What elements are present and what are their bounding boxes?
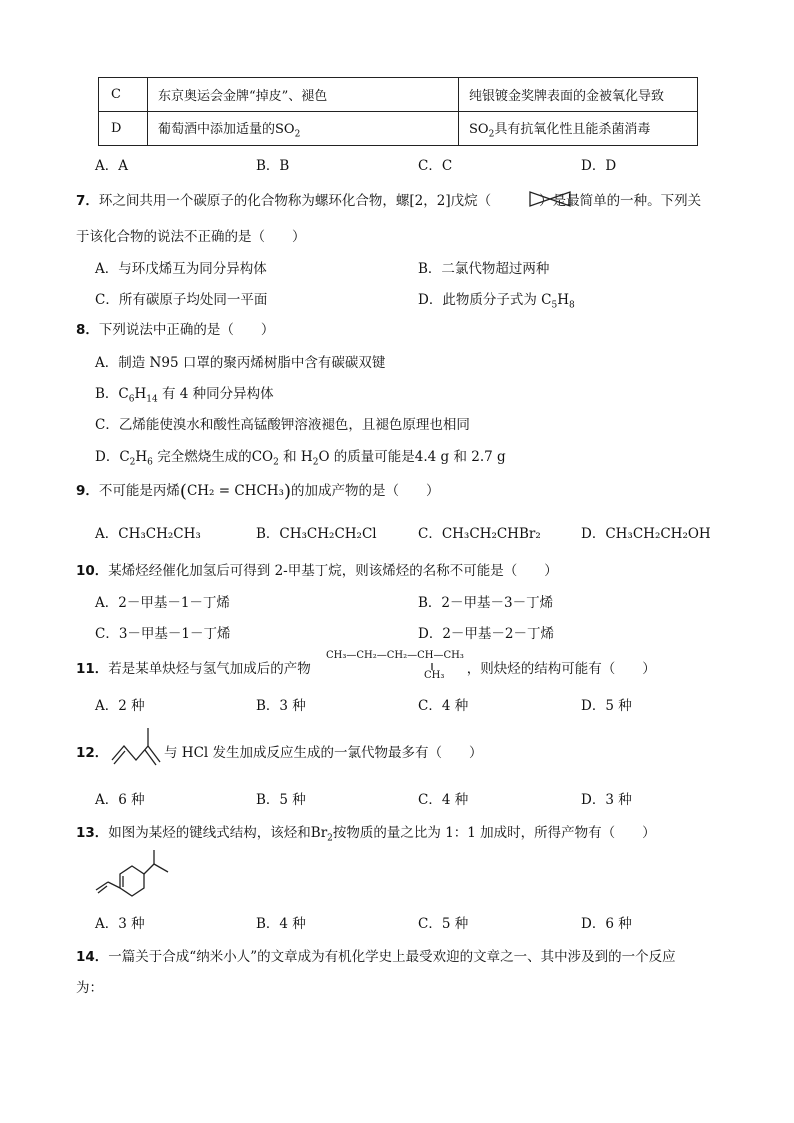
q9-stem: 9．不可能是丙烯(CH₂ = CHCH₃)的加成产物的是（ ）: [76, 481, 440, 502]
q8-option-c: C．乙烯能使溴水和酸性高锰酸钾溶液褪色，且褪色原理也相同: [95, 417, 470, 433]
row-key: D: [99, 112, 148, 146]
q11-branch: CH₃: [424, 670, 445, 681]
q13-option-c: C．5 种: [418, 916, 469, 932]
row-key: C: [99, 78, 148, 112]
q13-option-a: A．3 种: [95, 916, 145, 932]
row-explanation: $SO_2$具有抗氧化性且能杀菌消毒: [459, 112, 698, 146]
q9-option-b: B．CH₃CH₂CH₂Cl: [256, 526, 377, 542]
q13-option-d: D．6 种: [581, 916, 632, 932]
table-row: [99, 112, 698, 146]
row-phenomenon: 葡萄酒中添加适量的$SO_2$: [148, 112, 459, 146]
q12-option-c: C．4 种: [418, 792, 469, 808]
row-explanation: 纯银镀金奖牌表面的金被氧化导致: [459, 78, 698, 112]
q11-option-d: D．5 种: [581, 698, 632, 714]
q8-stem: 8．下列说法中正确的是（ ）: [76, 322, 275, 338]
q13-option-b: B．4 种: [256, 916, 306, 932]
q8-option-b: B．$C_6H_{14}$ 有 4 种同分异构体: [95, 386, 274, 405]
q12-num: 12．: [76, 745, 109, 761]
table-row: [99, 78, 698, 112]
q6-option-a: A．A: [95, 158, 128, 174]
q13-bond-line-structure: [92, 846, 188, 902]
q11-stem: 11．若是某单炔烃与氢气加成后的产物 ，则炔烃的结构可能有（ ）: [76, 661, 656, 677]
q7-option-a: A．与环戊烯互为同分异构体: [95, 261, 267, 277]
q7-stem-cont: 于该化合物的说法不正确的是（ ）: [76, 229, 306, 245]
q14-stem: 14．一篇关于合成“纳米小人”的文章成为有机化学史上最受欢迎的文章之一、其中涉及到的一个反应: [76, 949, 676, 965]
q12-option-d: D．3 种: [581, 792, 632, 808]
q11-option-a: A．2 种: [95, 698, 145, 714]
q6-option-b: B．B: [256, 158, 290, 174]
q13-stem: 13．如图为某烃的键线式结构，该烃和$Br_2$按物质的量之比为 1：1 加成时，所得产物有（ ）: [76, 825, 656, 844]
q10-option-d: D．2－甲基－2－丁烯: [418, 626, 555, 642]
q9-option-a: A．CH₃CH₂CH₃: [95, 526, 201, 542]
q12-stem: 与 HCl 发生加成反应生成的一氯代物最多有（ ）: [164, 745, 483, 761]
q7-option-c: C．所有碳原子均处同一平面: [95, 292, 268, 308]
q11-chain-formula: CH₃—CH₂—CH₂—CH—CH₃: [326, 650, 464, 661]
q10-option-b: B．2－甲基－3－丁烯: [418, 595, 554, 611]
q9-option-d: D．CH₃CH₂CH₂OH: [581, 526, 711, 542]
isoprene-structure: [110, 726, 160, 772]
q8-option-a: A．制造 N95 口罩的聚丙烯树脂中含有碳碳双键: [95, 355, 386, 371]
q7-stem: 7．环之间共用一个碳原子的化合物称为螺环化合物，螺[2，2]戊烷（ ）是最简单的一种。下列关: [76, 193, 702, 209]
q10-option-c: C．3－甲基－1－丁烯: [95, 626, 231, 642]
q11-option-b: B．3 种: [256, 698, 306, 714]
q8-option-d: D．$C_2H_6$ 完全燃烧生成的$CO_2$ 和 $H_2O$ 的质量可能是4.4 g 和 2.7 g: [95, 449, 506, 468]
q9-option-c: C．CH₃CH₂CHBr₂: [418, 526, 541, 542]
q10-stem: 10．某烯烃经催化加氢后可得到 2-甲基丁烷，则该烯烃的名称不可能是（ ）: [76, 563, 558, 579]
q6-option-c: C．C: [418, 158, 453, 174]
q10-option-a: A．2－甲基－1－丁烯: [95, 595, 230, 611]
q14-stem-cont: 为：: [76, 980, 103, 996]
spiropentane-structure: [528, 190, 572, 208]
q6-option-d: D．D: [581, 158, 617, 174]
row-phenomenon: 东京奥运会金牌“掉皮”、褪色: [148, 78, 459, 112]
q11-option-c: C．4 种: [418, 698, 469, 714]
q7-option-b: B．二氯代物超过两种: [418, 261, 550, 277]
q12-option-a: A．6 种: [95, 792, 145, 808]
q12-option-b: B．5 种: [256, 792, 306, 808]
options-table: [98, 77, 698, 146]
q7-option-d: D．此物质分子式为 $C_5H_8$: [418, 292, 575, 311]
